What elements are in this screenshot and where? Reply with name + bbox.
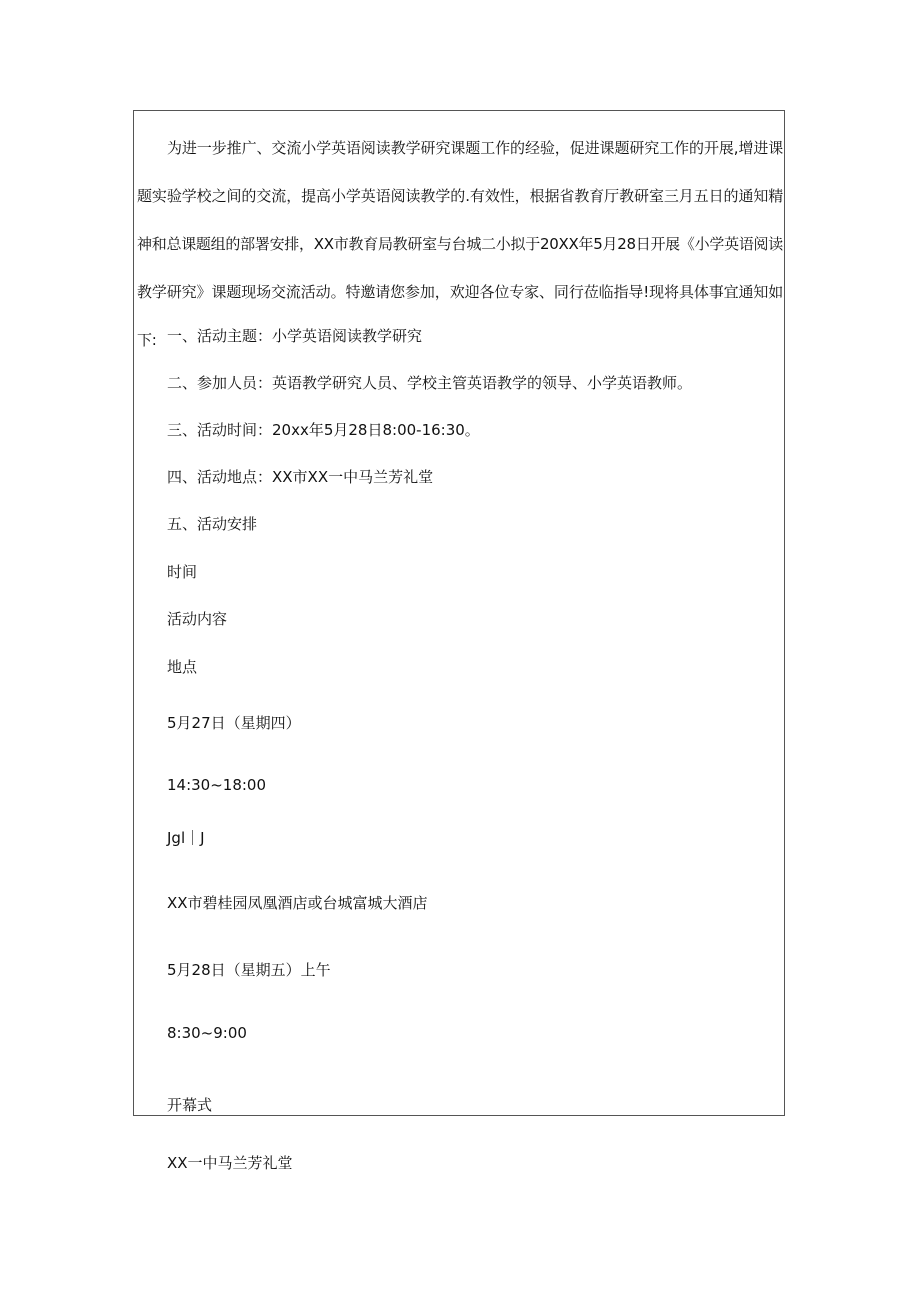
schedule-day1-date: 5月27日（星期四） [167, 714, 301, 732]
schedule-day1-content: Jgl｜J [167, 829, 205, 847]
schedule-header-place: 地点 [167, 658, 198, 676]
item-location: 四、活动地点：XX市XX一中马兰芳礼堂 [167, 468, 434, 486]
schedule-day1-time: 14:30~18:00 [167, 776, 267, 794]
schedule-header-time: 时间 [167, 563, 198, 581]
schedule-day2-date: 5月28日（星期五）上午 [167, 961, 331, 979]
schedule-day2-content: 开幕式 [167, 1096, 213, 1114]
schedule-header-content: 活动内容 [167, 610, 228, 628]
schedule-day2-time: 8:30~9:00 [167, 1024, 247, 1042]
item-theme: 一、活动主题：小学英语阅读教学研究 [167, 327, 423, 345]
item-arrangement: 五、活动安排 [167, 515, 258, 533]
schedule-day2-place: XX一中马兰芳礼堂 [167, 1154, 293, 1172]
intro-paragraph: 为进一步推广、交流小学英语阅读教学研究课题工作的经验，促进课题研究工作的开展,增进课题实验学校之间的交流，提高小学英语阅读教学的.有效性，根据省教育厅教研室三月五日的通知精神和总课题组的部署安排，XX市教育局教研室与台城二小拟于20XX年5月28日开展《小学英语阅读教学研究》课题现场交流活动。特邀请您参加，欢迎各位专家、同行莅临指导!现将具体事宜通知如下: [137, 139, 783, 349]
item-time: 三、活动时间：20xx年5月28日8:00-16:30。 [167, 421, 480, 439]
schedule-day1-place: XX市碧桂园凤凰酒店或台城富城大酒店 [167, 894, 428, 912]
item-participants: 二、参加人员：英语教学研究人员、学校主管英语教学的领导、小学英语教师。 [167, 374, 693, 392]
